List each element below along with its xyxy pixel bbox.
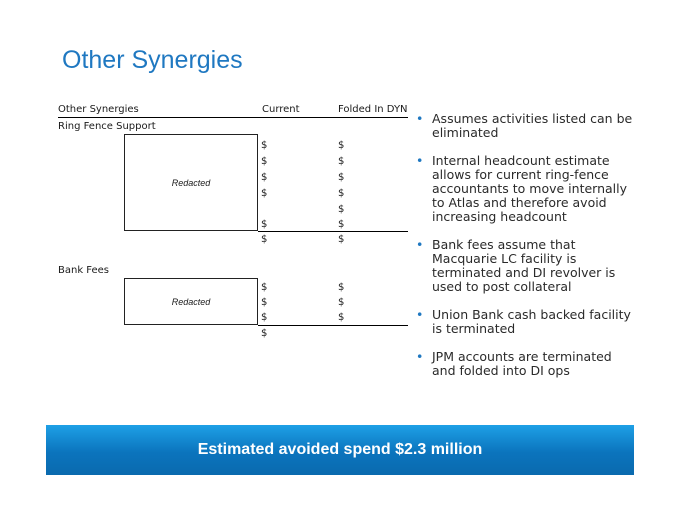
bullet-list <box>416 112 638 392</box>
bullet-dot-icon: • <box>416 237 424 252</box>
bullet-dot-icon: • <box>416 153 424 168</box>
bullet-text: Internal headcount estimate allows for current ring-fence accountants to move internally to Atlas and therefore avoid increasing headcount <box>432 153 628 224</box>
cur-symbol: $ <box>261 219 268 230</box>
fold-symbol: $ <box>338 282 345 293</box>
page-title: Other Synergies <box>62 46 243 74</box>
fold-symbol: $ <box>338 312 345 323</box>
fold-symbol: $ <box>338 297 345 308</box>
fold-symbol: $ <box>338 188 345 199</box>
bullet-dot-icon: • <box>416 349 424 364</box>
bullet-text: Bank fees assume that Macquarie LC facility is terminated and DI revolver is used to post collateral <box>432 237 616 294</box>
bullet-text: JPM accounts are terminated and folded into DI ops <box>432 349 612 378</box>
bullet-dot-icon: • <box>416 307 424 322</box>
cur-symbol: $ <box>261 328 268 339</box>
redacted-box: Redacted <box>124 134 258 231</box>
header-current: Current <box>262 104 300 115</box>
bullet-item <box>416 154 638 224</box>
cur-symbol: $ <box>261 282 268 293</box>
total-rule <box>258 231 408 232</box>
fold-symbol: $ <box>338 140 345 151</box>
section-label-bank-fees: Bank Fees <box>58 265 110 276</box>
redacted-box: Redacted <box>124 278 258 325</box>
total-rule <box>258 325 408 326</box>
fold-symbol: $ <box>338 234 345 245</box>
cur-symbol: $ <box>261 156 268 167</box>
cur-symbol: $ <box>261 172 268 183</box>
bullet-text: Union Bank cash backed facility is terminated <box>432 307 631 336</box>
cur-symbol: $ <box>261 234 268 245</box>
bullet-item <box>416 308 638 336</box>
summary-banner <box>46 425 634 475</box>
header-folded: Folded In DYN <box>338 104 408 115</box>
section-label-ring-fence: Ring Fence Support <box>58 121 156 132</box>
cur-symbol: $ <box>261 140 268 151</box>
fold-symbol: $ <box>338 219 345 230</box>
cur-symbol: $ <box>261 297 268 308</box>
cur-symbol: $ <box>261 188 268 199</box>
fold-symbol: $ <box>338 156 345 167</box>
header-rule <box>58 117 408 118</box>
banner-text: Estimated avoided spend $2.3 million <box>197 441 483 458</box>
bullet-item <box>416 238 638 294</box>
bullet-item <box>416 112 638 140</box>
cur-symbol: $ <box>261 312 268 323</box>
bullet-text: Assumes activities listed can be eliminated <box>432 111 633 140</box>
fold-symbol: $ <box>338 172 345 183</box>
bullet-dot-icon: • <box>416 111 424 126</box>
fold-symbol: $ <box>338 204 345 215</box>
bullet-item <box>416 350 638 378</box>
header-category: Other Synergies <box>58 104 139 115</box>
